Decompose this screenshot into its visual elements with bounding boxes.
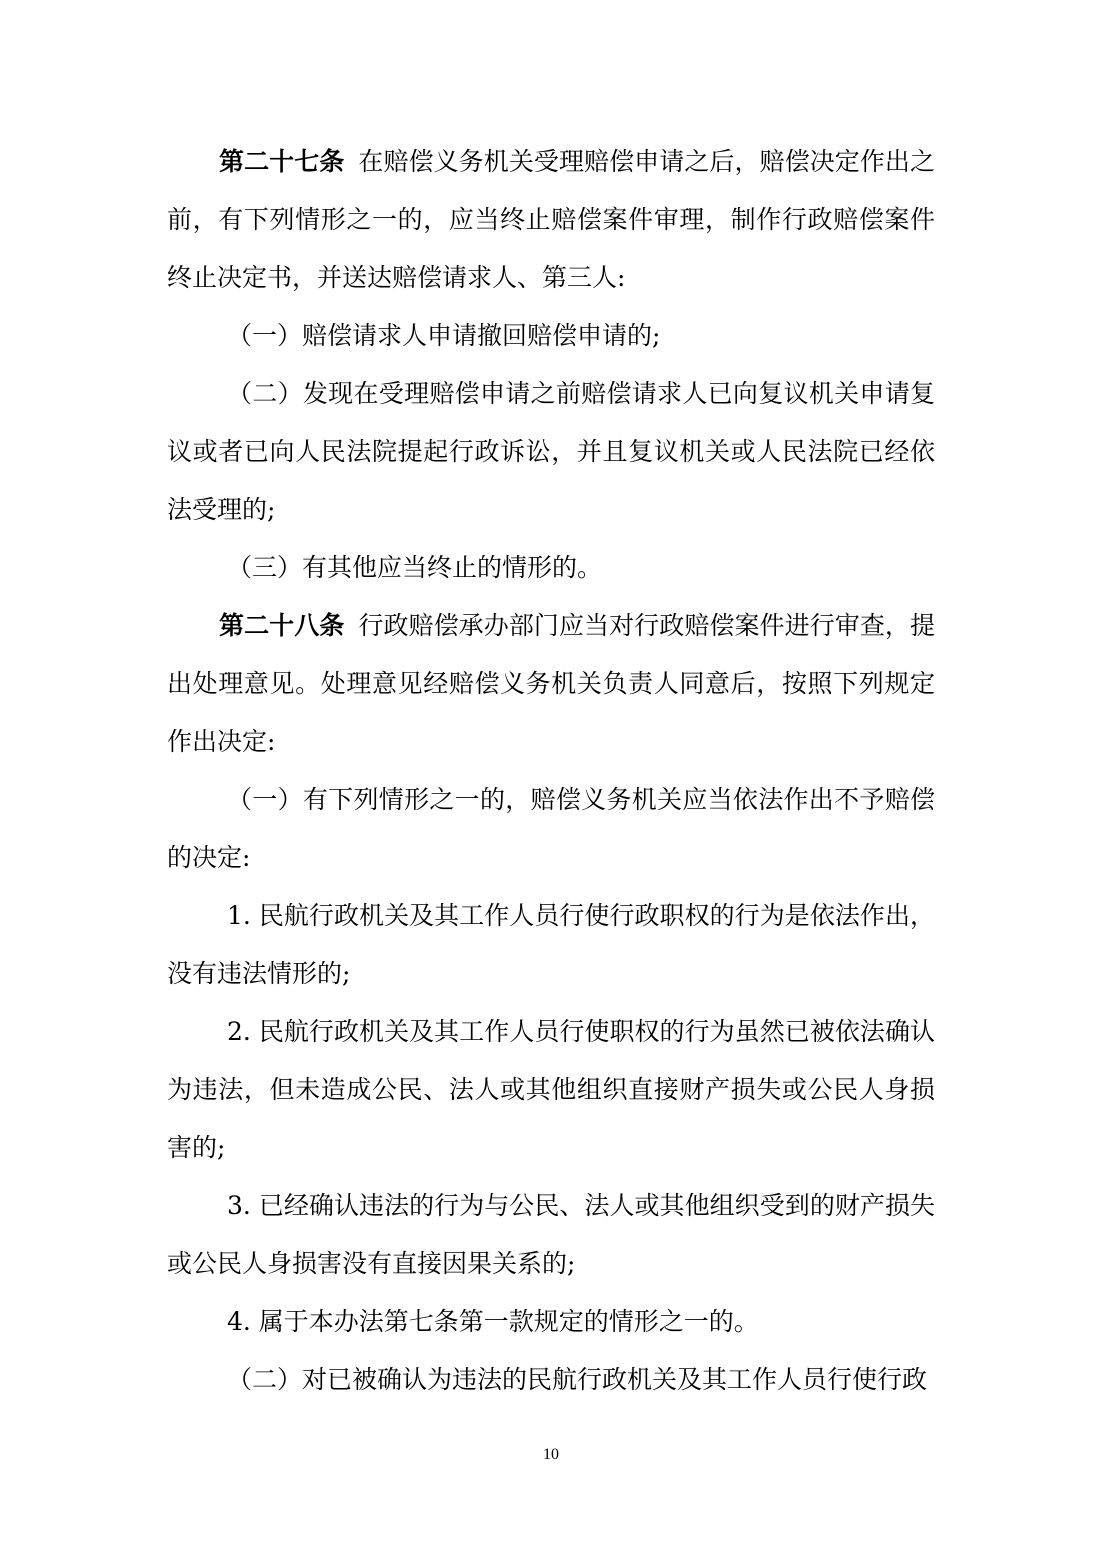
article-27-item-1: （一）赔偿请求人申请撤回赔偿申请的;: [227, 321, 661, 350]
article-28-subitem-1: 1. 民航行政机关及其工作人员行使行政职权的行为是依法作出，没有违法情形的;: [167, 901, 935, 988]
article-27-item-2: （二）发现在受理赔偿申请之前赔偿请求人已向复议机关申请复议或者已向人民法院提起行政诉讼，并且复议机关或人民法院已经依法受理的;: [167, 379, 935, 524]
article-28-item-1: （一）有下列情形之一的，赔偿义务机关应当依法作出不予赔偿的决定:: [167, 785, 935, 872]
article-28-paragraph: [167, 597, 935, 771]
article-28-text: 行政赔偿承办部门应当对行政赔偿案件进行审查，提出处理意见。处理意见经赔偿义务机关负责人同意后，按照下列规定作出决定:: [167, 611, 935, 756]
article-28-number: 第二十八条: [219, 611, 345, 640]
body-text: [167, 133, 935, 1409]
article-28-subitem-2: 2. 民航行政机关及其工作人员行使职权的行为虽然已被依法确认为违法，但未造成公民、法人或其他组织直接财产损失或公民人身损害的;: [167, 1017, 935, 1162]
article-27-paragraph: [167, 133, 935, 307]
page-number: 10: [543, 1446, 559, 1463]
article-28-subitem-4: 4. 属于本办法第七条第一款规定的情形之一的。: [227, 1307, 759, 1336]
article-28-subitem-3: 3. 已经确认违法的行为与公民、法人或其他组织受到的财产损失或公民人身损害没有直接因果关系的;: [167, 1191, 935, 1278]
article-27-number: 第二十七条: [219, 147, 345, 176]
article-28-item-2: （二）对已被确认为违法的民航行政机关及其工作人员行使行政: [227, 1365, 928, 1394]
article-27-item-3: （三）有其他应当终止的情形的。: [227, 553, 603, 582]
article-27-text: 在赔偿义务机关受理赔偿申请之后，赔偿决定作出之前，有下列情形之一的，应当终止赔偿案件审理，制作行政赔偿案件终止决定书，并送达赔偿请求人、第三人:: [167, 147, 935, 292]
